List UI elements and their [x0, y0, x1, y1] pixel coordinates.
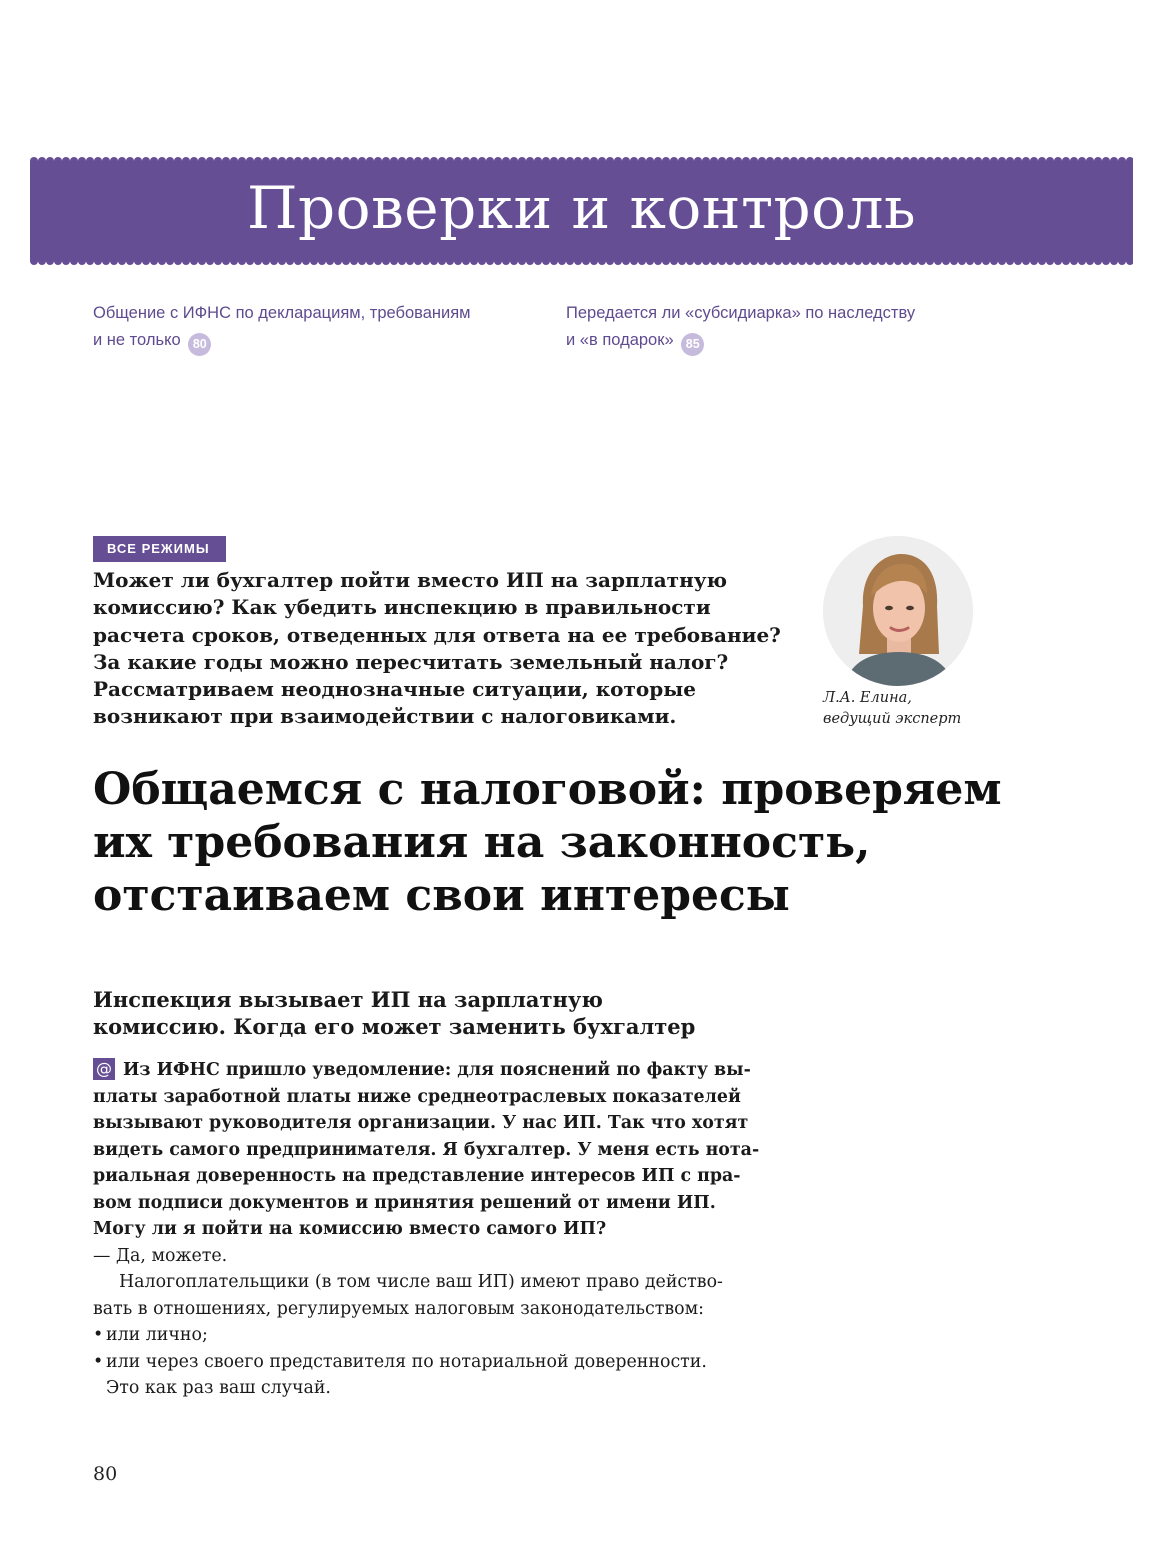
section-banner [30, 158, 1133, 264]
question-line: платы заработной платы ниже среднеотраслевых показателей [93, 1086, 741, 1107]
question-line: риальная доверенность на представление интересов ИП с пра- [93, 1166, 741, 1186]
author-photo [823, 536, 973, 686]
question-line: видеть самого предпринимателя. Я бухгалтер. У меня есть нота- [93, 1139, 760, 1160]
question-line: вом подписи документов и принятия решений от имени ИП. [93, 1192, 716, 1213]
section-heading [93, 986, 793, 1040]
bullet-item: • или лично; [93, 1322, 773, 1349]
question-line: вызывают руководителя организации. У нас ИП. Так что хотят [93, 1113, 749, 1133]
question-answer-block [93, 1057, 773, 1402]
page-ref-badge: 80 [188, 333, 211, 356]
teaser-text: Передается ли «субсидиарка» по наследству [566, 304, 916, 322]
teaser-text: Общение с ИФНС по декларациям, требованиям [93, 304, 471, 322]
title-line: Общаемся с налоговой: проверяем [93, 764, 1002, 815]
banner-top-scallop [30, 155, 1133, 161]
lead-line: За какие годы можно пересчитать земельный налог? [93, 649, 729, 674]
bullet-continuation: Это как раз ваш случай. [106, 1378, 331, 1398]
question-line: Могу ли я пойти на комиссию вместо самого ИП? [93, 1219, 607, 1239]
title-line: отстаиваем свои интересы [93, 870, 790, 921]
lead-line: Может ли бухгалтер пойти вместо ИП на зарплатную [93, 568, 728, 592]
teaser-link-2[interactable] [566, 300, 915, 356]
title-line: их требования на законность, [93, 817, 871, 868]
teaser-text: и не только [93, 331, 181, 349]
answer-short: — Да, можете. [93, 1245, 228, 1266]
author-role: ведущий эксперт [823, 711, 962, 727]
banner-bottom-scallop [30, 261, 1133, 267]
question-at-icon: @ [93, 1058, 115, 1080]
author-name: Л.А. Елина, [823, 690, 912, 706]
regime-badge: ВСЕ РЕЖИМЫ [93, 536, 226, 562]
bullet-item: • или через своего представителя по нотариальной доверенности. [93, 1349, 773, 1376]
page-number: 80 [93, 1463, 118, 1485]
author-portrait-icon [823, 536, 973, 686]
question-line: @ Из ИФНС пришло уведомление: для пояснений по факту вы- [93, 1057, 773, 1084]
section-heading-line: Инспекция вызывает ИП на зарплатную [93, 987, 603, 1012]
answer-line: Налогоплательщики (в том числе ваш ИП) имеют право действо- [119, 1272, 723, 1292]
article-lead [93, 567, 793, 731]
lead-line: расчета сроков, отведенных для ответа на ее требование? [93, 622, 781, 647]
author-caption [823, 688, 1023, 730]
lead-line: возникают при взаимодействии с налоговиками. [93, 704, 677, 729]
teaser-text: и «в подарок» [566, 331, 674, 349]
section-title-banner: Проверки и контроль [246, 174, 917, 242]
page-ref-badge: 85 [681, 333, 704, 356]
lead-line: комиссию? Как убедить инспекцию в правильности [93, 595, 711, 620]
answer-line: вать в отношениях, регулируемых налоговым законодательством: [93, 1298, 704, 1319]
section-heading-line: комиссию. Когда его может заменить бухгалтер [93, 1014, 696, 1039]
teaser-link-1[interactable] [93, 300, 471, 356]
article-title [93, 763, 1093, 922]
lead-line: Рассматриваем неоднозначные ситуации, которые [93, 677, 697, 702]
